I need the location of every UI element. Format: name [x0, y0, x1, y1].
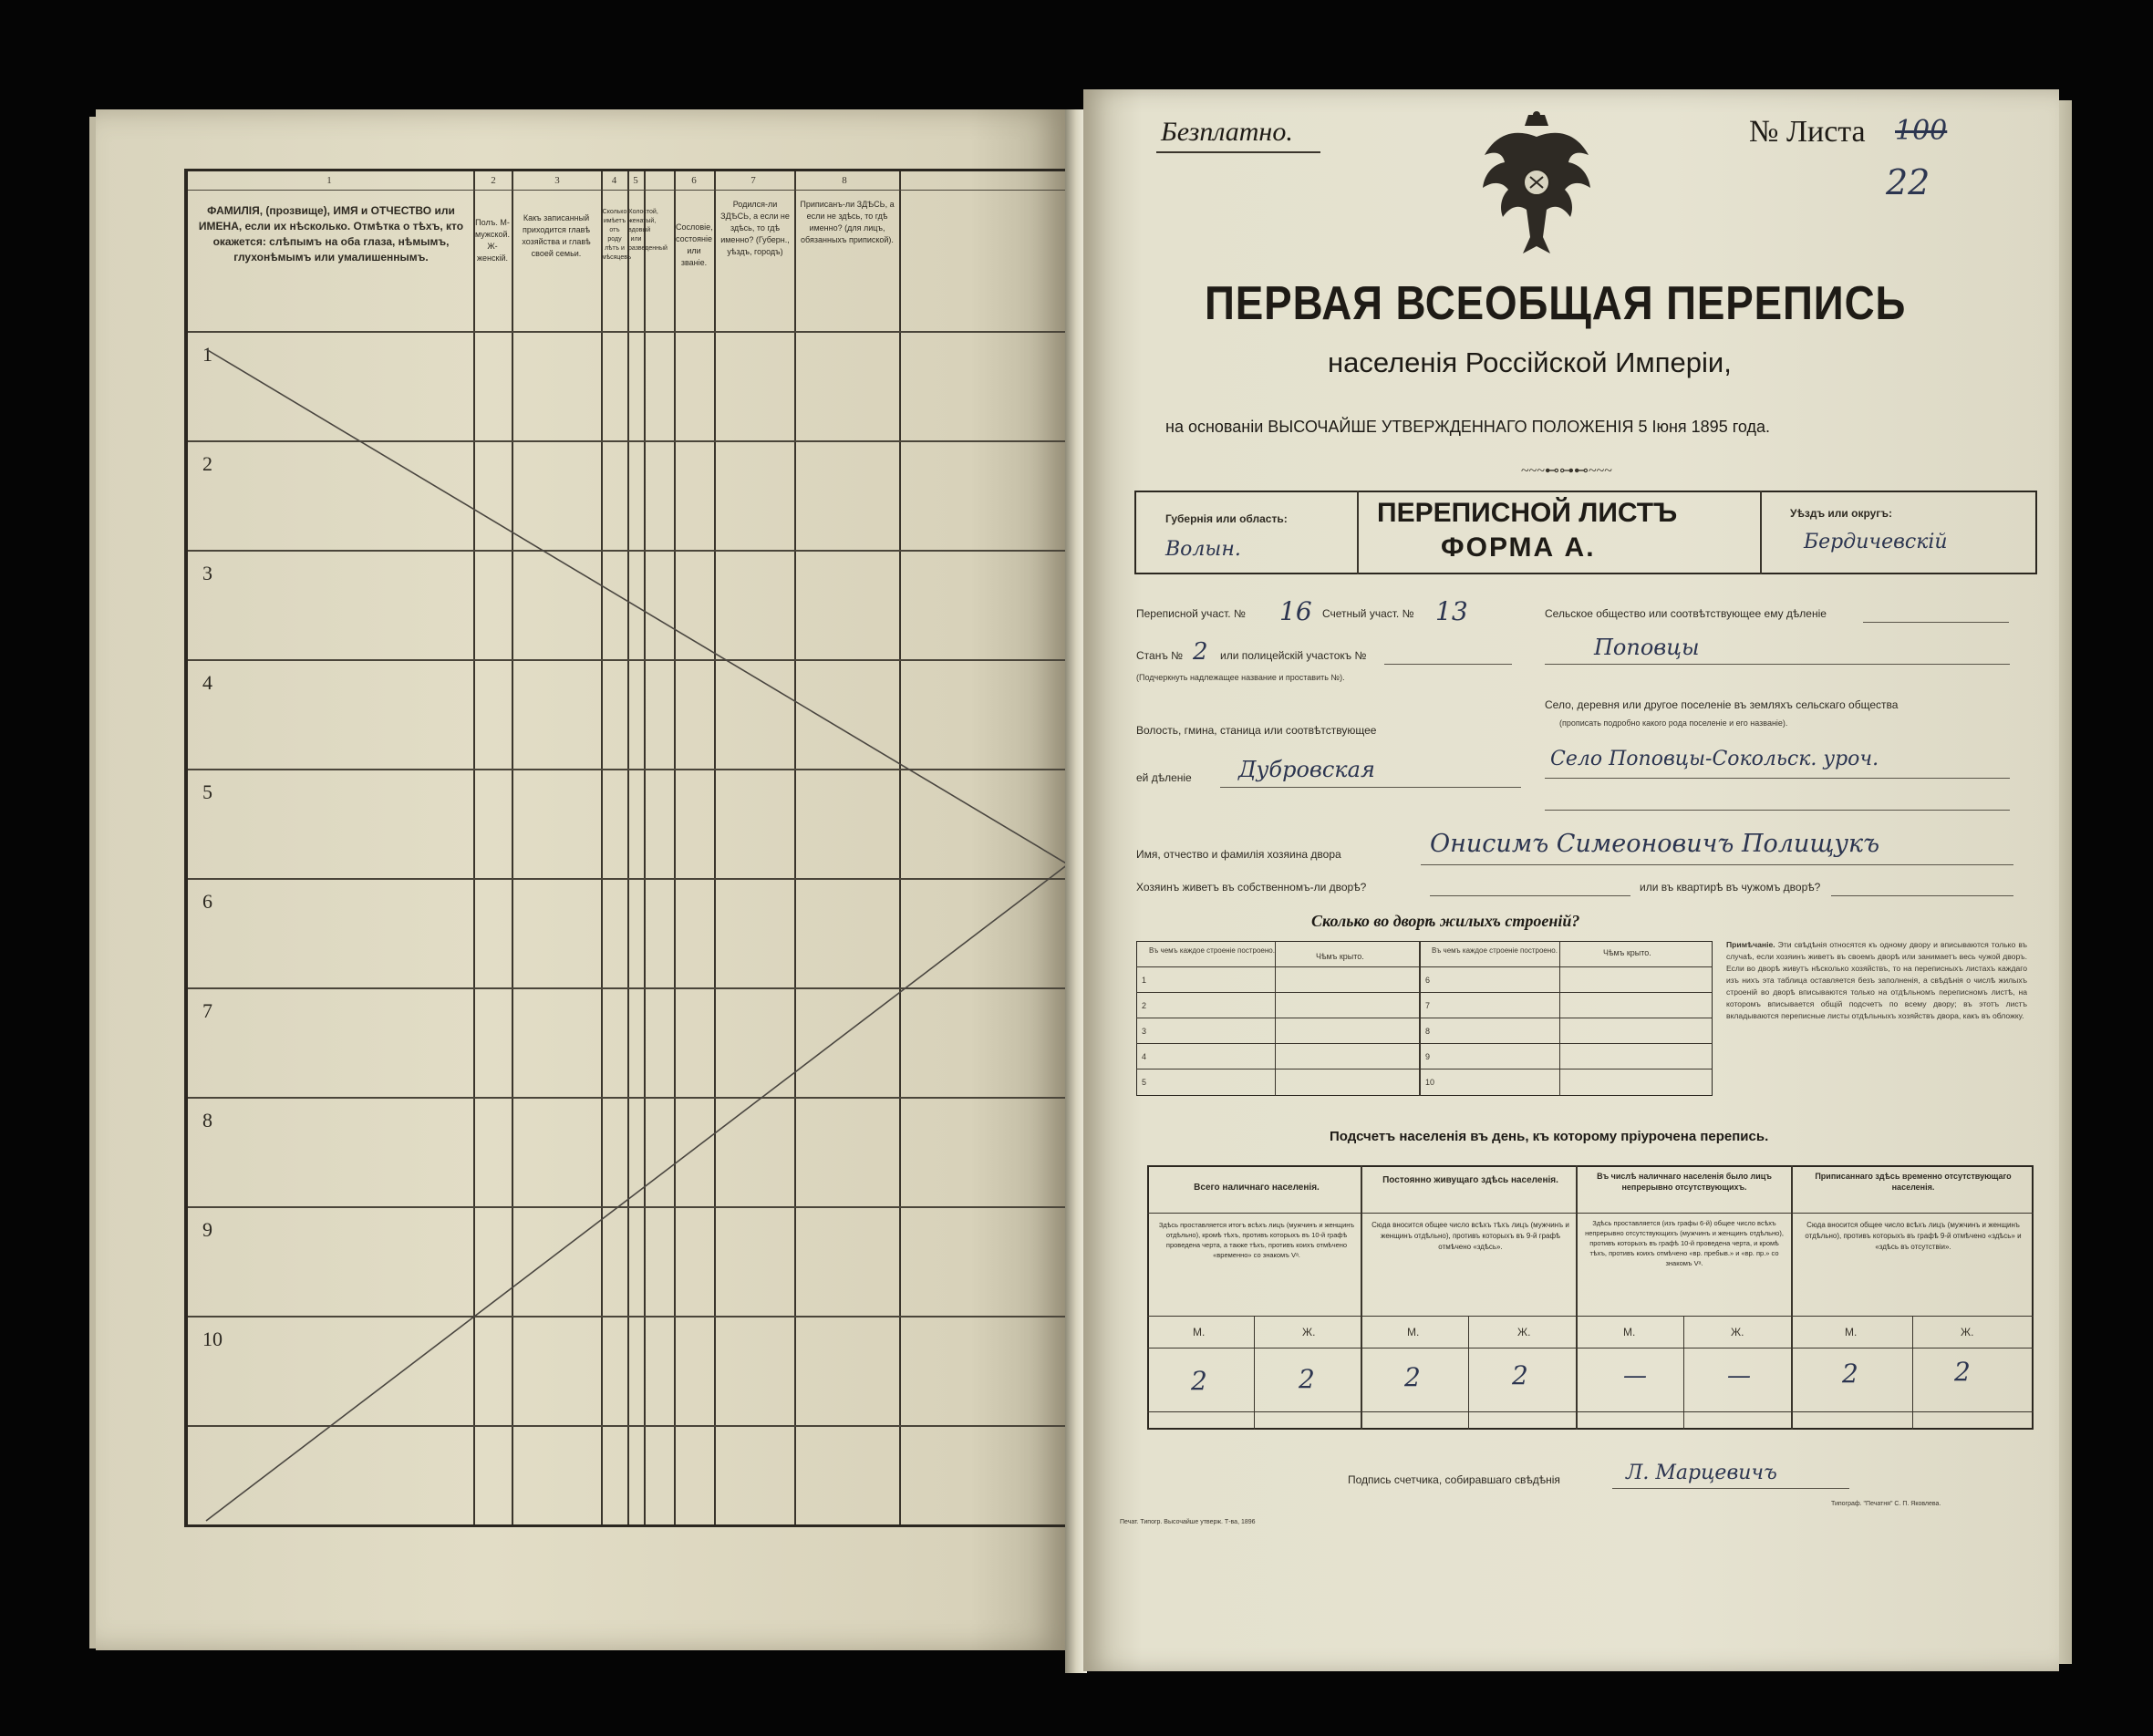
row-number: 10 — [202, 1328, 223, 1350]
buildings-row-number: 2 — [1142, 1001, 1147, 1010]
column-number: 2 — [491, 175, 496, 186]
free-underline — [1156, 151, 1320, 153]
buildings-row-number: 9 — [1425, 1052, 1431, 1061]
note-title: Примѣчаніе. — [1726, 940, 1775, 949]
buildings-row-rule — [1136, 992, 1713, 993]
tally-group-divider — [1361, 1165, 1362, 1430]
sheet-number-handwritten: 22 — [1886, 162, 1930, 202]
tally-group-divider — [1791, 1165, 1793, 1430]
owner-value: Онисимъ Симеоновичъ Полищукъ — [1430, 830, 1880, 858]
village-line-2 — [1545, 810, 2010, 811]
sheet-label: № Листа — [1749, 115, 1866, 149]
tally-value-permanent-m: 2 — [1404, 1362, 1421, 1392]
row-number: 6 — [202, 890, 212, 913]
stan-label: Станъ № — [1136, 649, 1184, 662]
tally-sex-divider — [1254, 1316, 1255, 1430]
header-marital: Холостой, женатый, вдовый или разведенный — [628, 209, 668, 252]
male-label: М. — [1193, 1326, 1206, 1338]
buildings-row-number: 4 — [1142, 1052, 1147, 1061]
buildings-col-b: Чѣмъ крыто. — [1316, 952, 1364, 961]
tally-value-absent-m: — — [1623, 1362, 1647, 1390]
buildings-table — [1136, 941, 1713, 1096]
buildings-row-number: 3 — [1142, 1027, 1147, 1036]
tally-header-permanent: Постоянно живущаго здѣсь населенія. — [1382, 1175, 1558, 1185]
column-number: 7 — [750, 175, 756, 186]
header-estate: Сословіе, состояніе или званіе. — [676, 222, 713, 267]
printer-note-left: Печат. Типогр. Высочайше утверж. Т-ва, 1896 — [1120, 1519, 1256, 1525]
stan-value: 2 — [1193, 638, 1208, 666]
row-number: 2 — [202, 452, 212, 475]
buildings-col-a-right: Въ чемъ каждое строеніе построено. — [1432, 946, 1558, 955]
printer-note-right: Типограф. "Печатня" С. П. Яковлева. — [1831, 1501, 1941, 1507]
tally-sex-divider — [1912, 1316, 1913, 1430]
district-value: Бердичевскій — [1804, 531, 1948, 553]
row-number: 8 — [202, 1109, 212, 1132]
row-number: 4 — [202, 671, 212, 694]
tally-value-permanent-f: 2 — [1512, 1360, 1528, 1390]
census-section-value: 16 — [1279, 596, 1312, 626]
buildings-col-line — [1275, 941, 1276, 1096]
rural-society-line-2 — [1545, 664, 2010, 665]
buildings-row-rule — [1136, 1069, 1713, 1070]
tally-header-registered: Приписаннаго здѣсь временно отсутствующаго населенія. — [1815, 1172, 2012, 1192]
tally-value-present-f: 2 — [1299, 1364, 1315, 1394]
tally-value-absent-f: — — [1727, 1362, 1751, 1390]
row-number: 7 — [202, 999, 212, 1022]
double-headed-eagle-icon — [1477, 109, 1596, 260]
row-number: 1 — [202, 343, 212, 366]
document-subtitle: населенія Россійской Имперіи, — [1328, 346, 1732, 378]
column-number: 3 — [554, 175, 560, 186]
header-box-divider — [1357, 491, 1359, 574]
tally-desc-registered: Сюда вносится общее число всѣхъ лицъ (мужчинъ и женщинъ отдѣльно), противъ которыхъ въ графѣ 9-й отмѣчено «здѣсь» и «здѣсь въ отсутствіи». — [1805, 1221, 2022, 1251]
buildings-head-rule — [1136, 966, 1713, 967]
cancel-strike-marks — [188, 171, 1067, 1530]
buildings-row-number: 1 — [1142, 976, 1147, 985]
police-label: или полицейскій участокъ № — [1220, 649, 1367, 662]
owner-label: Имя, отчество и фамилія хозяина двора — [1136, 848, 1341, 861]
lives-other-line — [1831, 895, 2013, 896]
title-ornament: ~~~⊷⊶⊷~~~ — [1521, 463, 1612, 479]
population-tally-table — [1147, 1165, 2034, 1430]
header-age: Сколько имѣетъ отъ роду лѣтъ и мѣсяцевъ — [602, 209, 632, 261]
header-registered: Приписанъ-ли ЗДѢСЬ, а если не здѣсь, то гдѣ именно? (для лицъ, обязанныхъ припиской). — [800, 200, 895, 244]
column-number: 6 — [691, 175, 697, 186]
signature-value: Л. Марцевичъ — [1626, 1462, 1777, 1484]
header-box-divider — [1760, 491, 1762, 574]
village-label: Село, деревня или другое поселеніе въ земляхъ сельскаго общества — [1545, 698, 1899, 711]
lives-own-line — [1430, 895, 1630, 896]
police-field-line — [1384, 664, 1512, 665]
female-label: Ж. — [1731, 1326, 1744, 1338]
tally-value-present-m: 2 — [1191, 1366, 1207, 1396]
lives-own-label: Хозяинъ живетъ въ собственномъ-ли дворѣ? — [1136, 881, 1367, 894]
row-number: 5 — [202, 780, 212, 803]
volost-label: Волость, гмина, станица или соотвѣтствующее — [1136, 724, 1377, 737]
row-number: 3 — [202, 562, 212, 584]
province-label: Губернія или область: — [1165, 512, 1288, 525]
signature-line — [1612, 1488, 1849, 1489]
sheet-title: ПЕРЕПИСНОЙ ЛИСТЪ — [1377, 498, 1678, 528]
count-section-label: Счетный участ. № — [1322, 607, 1414, 620]
header-relation: Какъ записанный приходится главѣ хозяйства и главѣ своей семьи. — [522, 213, 591, 258]
female-label: Ж. — [1302, 1326, 1316, 1338]
buildings-row-number: 10 — [1425, 1078, 1435, 1087]
column-number: 5 — [633, 175, 638, 186]
buildings-table-divider — [1419, 941, 1421, 1096]
column-number: 4 — [611, 175, 617, 186]
document-basis: на основаніи ВЫСОЧАЙШЕ УТВЕРЖДЕННАГО ПОЛОЖЕНІЯ 5 Іюня 1895 года. — [1165, 418, 1771, 436]
female-label: Ж. — [1517, 1326, 1531, 1338]
column-number: 8 — [842, 175, 847, 186]
signature-label: Подпись счетчика, собиравшаго свѣдѣнія — [1348, 1473, 1560, 1486]
buildings-col-line — [1559, 941, 1560, 1096]
tally-group-divider — [1576, 1165, 1578, 1430]
sheet-number-struck: 100 — [1895, 115, 1948, 147]
census-section-label: Переписной участ. № — [1136, 607, 1246, 620]
census-entries-table — [184, 169, 1067, 1527]
form-title: ФОРМА А. — [1441, 532, 1596, 563]
rural-society-value: Поповцы — [1594, 635, 1700, 660]
buildings-col-a: Въ чемъ каждое строеніе построено. — [1149, 946, 1275, 955]
buildings-col-b-right: Чѣмъ крыто. — [1603, 948, 1651, 957]
buildings-row-number: 6 — [1425, 976, 1431, 985]
underline-note: (Подчеркнуть надлежащее название и проставить №). — [1136, 673, 1345, 682]
buildings-note — [1726, 939, 2027, 1022]
rural-society-label: Сельское общество или соотвѣтствующее ему дѣленіе — [1545, 607, 1827, 620]
buildings-row-rule — [1136, 1043, 1713, 1044]
male-label: М. — [1623, 1326, 1636, 1338]
district-label: Уѣздъ или округъ: — [1790, 507, 1893, 520]
buildings-row-number: 8 — [1425, 1027, 1431, 1036]
tally-header-absent: Въ числѣ наличнаго населенія было лицъ непрерывно отсутствующихъ. — [1597, 1172, 1772, 1192]
tally-desc-absent: Здѣсь проставляется (изъ графы 6-й) общее число всѣхъ непрерывно отсутствующихъ (мужчинъ и женщинъ отдѣльно), противъ которыхъ въ графѣ 10-й проведена черта, и кромѣ тѣхъ, противъ коихъ отмѣчено «вр. пребыв.» и «вр. пр.» со знакомъ Vᵃ. — [1585, 1219, 1784, 1267]
rural-society-line — [1863, 622, 2009, 623]
document-title: ПЕРВАЯ ВСЕОБЩАЯ ПЕРЕПИСЬ — [1205, 277, 1907, 330]
tally-header-present: Всего наличнаго населенія. — [1194, 1183, 1320, 1193]
tally-value-rule — [1147, 1411, 2034, 1412]
male-label: М. — [1845, 1326, 1858, 1338]
tally-title: Подсчетъ населенія въ день, къ которому пріурочена перепись. — [1330, 1129, 1769, 1144]
tally-desc-permanent: Сюда вносится общее число всѣхъ тѣхъ лицъ (мужчинъ и женщинъ отдѣльно), противъ которыхъ въ 9-й графѣ отмѣчено «здѣсь». — [1372, 1221, 1569, 1251]
volost-field-line — [1220, 787, 1521, 788]
buildings-row-number: 7 — [1425, 1001, 1431, 1010]
header-name: ФАМИЛІЯ, (прозвище), ИМЯ и ОТЧЕСТВО или ИМЕНА, если их нѣсколько. Отмѣтка о тѣхъ, кто окажется: слѣпымъ на оба глаза, нѣмымъ, глухонѣмымъ или умалишеннымъ. — [198, 204, 464, 264]
male-label: М. — [1407, 1326, 1420, 1338]
volost-label-2: ей дѣленіе — [1136, 771, 1192, 784]
tally-value-registered-m: 2 — [1842, 1359, 1858, 1389]
tally-desc-present: Здѣсь проставляется итогъ всѣхъ лицъ (мужчинъ и женщинъ отдѣльно), кромѣ тѣхъ, противъ которыхъ въ 10-й графѣ проведена черта, а также тѣхъ, противъ коихъ отмѣчено «временно» со знакомъ Vᵃ. — [1158, 1221, 1355, 1259]
female-label: Ж. — [1961, 1326, 1974, 1338]
free-label: Безплатно. — [1161, 117, 1293, 147]
header-birthplace: Родился-ли ЗДѢСЬ, а если не здѣсь, то гдѣ именно? (Губерн., уѣздъ, городъ) — [720, 200, 790, 256]
tally-sex-divider — [1468, 1316, 1469, 1430]
note-text: Эти свѣдѣнія относятся къ одному двору и вписываются только въ случаѣ, если хозяинъ живетъ въ своемъ дворѣ или занимаетъ весь чужой дворъ. Если во дворѣ живутъ нѣсколько хозяйствъ, то на переписныхъ листахъ каждаго изъ нихъ эта таблица оставляется безъ заполненія, а свѣдѣнія о числѣ жилыхъ строеній во дворѣ вписываются только на отдѣльномъ переписномъ листѣ, на которомъ вписывается общій подсчетъ по всему двору; въ этотъ листъ вкладываются переписные листы отдѣльныхъ хозяйствъ двора, какъ въ обложку. — [1726, 940, 2028, 1020]
volost-value: Дубровская — [1238, 757, 1375, 782]
right-page — [1083, 89, 2059, 1671]
village-line — [1545, 778, 2010, 779]
count-section-value: 13 — [1435, 596, 1468, 626]
village-value: Село Поповцы-Сокольск. уроч. — [1550, 748, 1879, 770]
tally-value-registered-f: 2 — [1954, 1357, 1971, 1387]
owner-line — [1421, 864, 2013, 865]
province-value: Волын. — [1165, 538, 1241, 561]
buildings-title: Сколько во дворѣ жилыхъ строеній? — [1311, 912, 1580, 930]
tally-head-rule — [1147, 1213, 2034, 1214]
village-note: (прописать подробно какого рода поселеніе и его названіе). — [1559, 718, 1788, 728]
lives-other-label: или въ квартирѣ въ чужомъ дворѣ? — [1640, 881, 1821, 894]
tally-desc-rule — [1147, 1316, 2034, 1317]
column-number: 1 — [326, 175, 332, 186]
tally-sex-divider — [1683, 1316, 1684, 1430]
buildings-row-number: 5 — [1142, 1078, 1147, 1087]
header-sex: Полъ. М-мужской. Ж-женскій. — [475, 218, 510, 263]
row-number: 9 — [202, 1218, 212, 1241]
left-page — [96, 109, 1067, 1650]
